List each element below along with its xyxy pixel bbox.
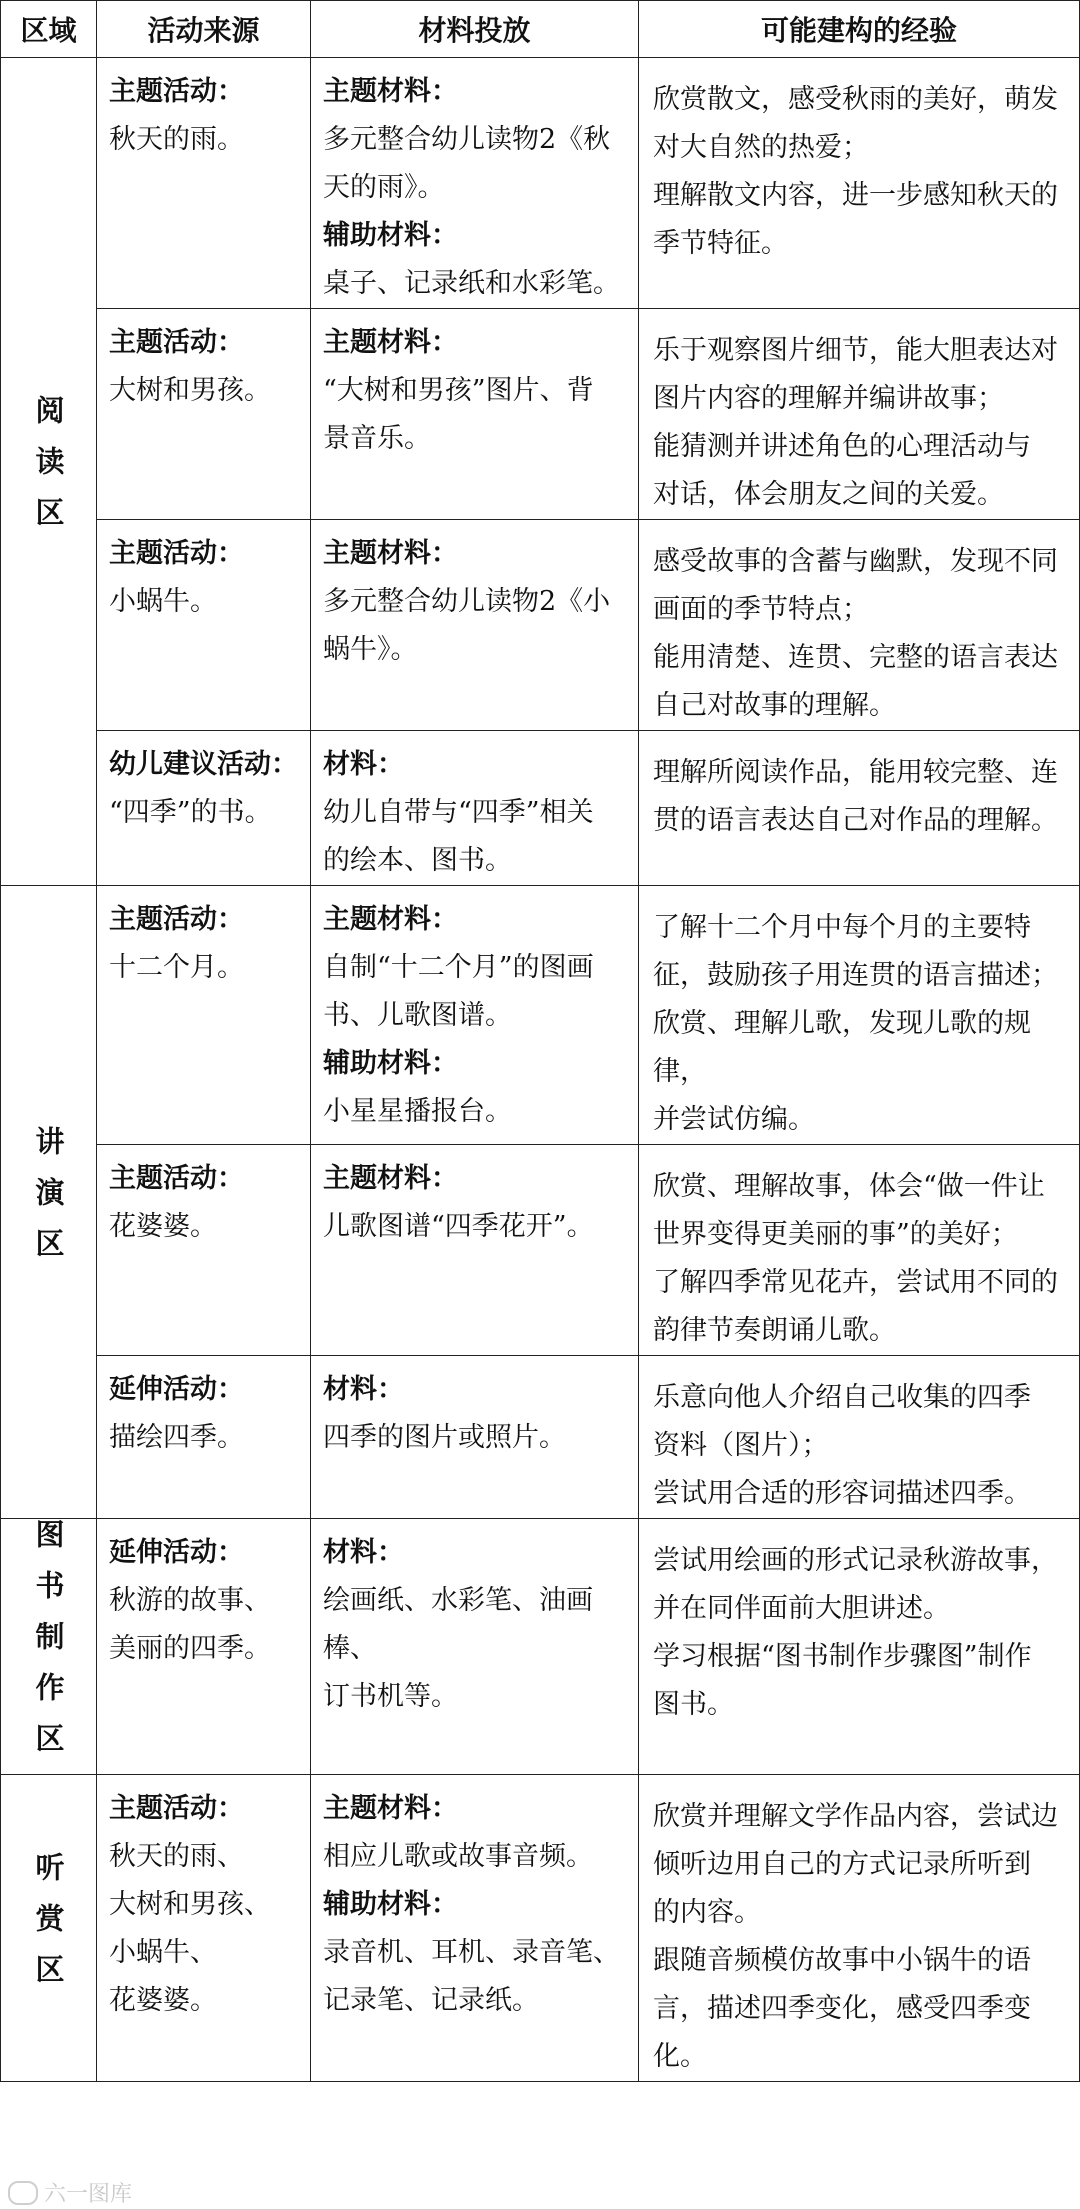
region-name-text: 图书制作区 [31, 1519, 66, 1774]
materials-text: 四季的图片或照片。 [323, 1422, 566, 1453]
experience-text: 能猜测并讲述角色的心理活动与 [653, 431, 1031, 462]
experience-text: 理解所阅读作品，能用较完整、连 [653, 757, 1058, 788]
table-row [1, 309, 1080, 520]
table-row [1, 58, 1080, 309]
source-label: 延伸活动： [109, 1374, 244, 1405]
experience-cell [639, 1775, 1080, 2082]
materials-text: 书、儿歌图谱。 [323, 1000, 512, 1031]
source-text: 秋天的雨、 [109, 1841, 244, 1872]
region-cell [1, 58, 97, 886]
materials-text: 相应儿歌或故事音频。 [323, 1841, 593, 1872]
materials-text: 订书机等。 [323, 1681, 458, 1712]
experience-text: 图片内容的理解并编讲故事； [653, 383, 1004, 414]
materials-label: 主题材料： [323, 76, 458, 107]
experience-text: 了解四季常见花卉，尝试用不同的 [653, 1267, 1058, 1298]
materials-label: 主题材料： [323, 327, 458, 358]
materials-label: 主题材料： [323, 1793, 458, 1824]
experience-text: 的内容。 [653, 1897, 761, 1928]
source-cell [97, 520, 311, 731]
experience-cell [639, 58, 1080, 309]
experience-text: 对话，体会朋友之间的关爱。 [653, 479, 1004, 510]
experience-text: 理解散文内容，进一步感知秋天的 [653, 180, 1058, 211]
source-label: 幼儿建议活动： [109, 749, 298, 780]
watermark [8, 2177, 132, 2208]
experience-text: 并尝试仿编。 [653, 1104, 815, 1135]
source-label: 主题活动： [109, 1163, 244, 1194]
experience-cell [639, 731, 1080, 886]
materials-cell [311, 520, 639, 731]
experience-text: 韵律节奏朗诵儿歌。 [653, 1315, 896, 1346]
source-label: 主题活动： [109, 327, 244, 358]
source-text: 十二个月。 [109, 952, 244, 983]
source-text: 美丽的四季。 [109, 1633, 271, 1664]
materials-cell [311, 309, 639, 520]
region-name [1, 1519, 96, 1774]
materials-text: 幼儿自带与“四季”相关 [323, 797, 594, 828]
source-label: 主题活动： [109, 76, 244, 107]
header-experience: 可能建构的经验 [639, 1, 1080, 58]
materials-text: 绘画纸、水彩笔、油画棒、 [323, 1585, 593, 1664]
source-cell [97, 1519, 311, 1775]
materials-text: 儿歌图谱“四季花开”。 [323, 1211, 594, 1242]
region-cell [1, 886, 97, 1519]
experience-text: 学习根据“图书制作步骤图”制作 [653, 1641, 1032, 1672]
materials-text: 记录笔、记录纸。 [323, 1985, 539, 2016]
experience-text: 画面的季节特点； [653, 594, 869, 625]
materials-label: 主题材料： [323, 904, 458, 935]
materials-text: “大树和男孩”图片、背 [323, 375, 594, 406]
experience-text: 能用清楚、连贯、完整的语言表达 [653, 642, 1058, 673]
region-cell [1, 1519, 97, 1775]
source-text: 花婆婆。 [109, 1211, 217, 1242]
experience-text: 欣赏、理解故事，体会“做一件让 [653, 1171, 1045, 1202]
experience-cell [639, 1145, 1080, 1356]
experience-text: 贯的语言表达自己对作品的理解。 [653, 805, 1058, 836]
experience-text: 感受故事的含蓄与幽默，发现不同 [653, 546, 1058, 577]
source-label: 主题活动： [109, 1793, 244, 1824]
materials-cell [311, 1519, 639, 1775]
experience-text: 征，鼓励孩子用连贯的语言描述； [653, 960, 1058, 991]
table-body [1, 58, 1080, 2082]
experience-cell [639, 886, 1080, 1145]
source-text: 大树和男孩、 [109, 1889, 271, 1920]
source-cell [97, 309, 311, 520]
materials-text: 多元整合幼儿读物2《秋 [323, 124, 611, 155]
experience-text: 乐意向他人介绍自己收集的四季 [653, 1382, 1031, 1413]
materials-label: 主题材料： [323, 1163, 458, 1194]
materials-cell [311, 1145, 639, 1356]
source-cell [97, 1775, 311, 2082]
experience-text: 言，描述四季变化，感受四季变化。 [653, 1993, 1031, 2072]
experience-text: 自己对故事的理解。 [653, 690, 896, 721]
experience-cell [639, 1519, 1080, 1775]
table-row [1, 520, 1080, 731]
source-cell [97, 1145, 311, 1356]
materials-cell [311, 886, 639, 1145]
region-name [1, 1126, 96, 1279]
materials-label: 材料： [323, 1537, 404, 1568]
experience-text: 乐于观察图片细节，能大胆表达对 [653, 335, 1058, 366]
source-text: 小蜗牛、 [109, 1937, 217, 1968]
source-text: 描绘四季。 [109, 1422, 244, 1453]
experience-text: 尝试用合适的形容词描述四季。 [653, 1478, 1031, 1509]
experience-text: 倾听边用自己的方式记录所听到 [653, 1849, 1031, 1880]
materials-text: 录音机、耳机、录音笔、 [323, 1937, 620, 1968]
experience-text: 跟随音频模仿故事中小锅牛的语 [653, 1945, 1031, 1976]
experience-text: 季节特征。 [653, 228, 788, 259]
region-name-text: 听赏区 [31, 1851, 66, 2005]
experience-text: 尝试用绘画的形式记录秋游故事， [653, 1545, 1058, 1576]
materials-label: 辅助材料： [323, 220, 458, 251]
source-text: 小蜗牛。 [109, 586, 217, 617]
experience-text: 图书。 [653, 1689, 734, 1720]
source-label: 延伸活动： [109, 1537, 244, 1568]
materials-text: 天的雨》。 [323, 172, 445, 203]
region-name-text: 讲演区 [31, 1125, 66, 1279]
source-cell [97, 58, 311, 309]
materials-text: 多元整合幼儿读物2《小 [323, 586, 611, 617]
materials-text: 小星星播报台。 [323, 1096, 512, 1127]
experience-text: 对大自然的热爱； [653, 132, 869, 163]
region-name [1, 1852, 96, 2005]
materials-cell [311, 58, 639, 309]
materials-label: 材料： [323, 1374, 404, 1405]
materials-cell [311, 731, 639, 886]
header-materials: 材料投放 [311, 1, 639, 58]
materials-cell [311, 1356, 639, 1519]
table-row [1, 1145, 1080, 1356]
materials-label: 主题材料： [323, 538, 458, 569]
materials-text: 蜗牛》。 [323, 634, 418, 665]
materials-label: 材料： [323, 749, 404, 780]
materials-cell [311, 1775, 639, 2082]
materials-label: 辅助材料： [323, 1048, 458, 1079]
experience-cell [639, 520, 1080, 731]
materials-text: 桌子、记录纸和水彩笔。 [323, 268, 620, 299]
region-name [1, 395, 96, 548]
watermark-logo-icon [8, 2181, 38, 2205]
header-source: 活动来源 [97, 1, 311, 58]
source-label: 主题活动： [109, 904, 244, 935]
table-row [1, 1775, 1080, 2082]
table-row [1, 886, 1080, 1145]
source-text: 秋天的雨。 [109, 124, 244, 155]
source-text: 大树和男孩。 [109, 375, 271, 406]
materials-text: 自制“十二个月”的图画 [323, 952, 594, 983]
experience-cell [639, 309, 1080, 520]
table-row [1, 1356, 1080, 1519]
region-cell [1, 1775, 97, 2082]
source-cell [97, 731, 311, 886]
experience-text: 了解十二个月中每个月的主要特 [653, 912, 1031, 943]
experience-text: 资料（图片）； [653, 1430, 829, 1461]
experience-text: 欣赏、理解儿歌，发现儿歌的规律， [653, 1008, 1031, 1087]
source-label: 主题活动： [109, 538, 244, 569]
source-text: 花婆婆。 [109, 1985, 217, 2016]
header-region: 区域 [1, 1, 97, 58]
watermark-text: 六一图库 [44, 2182, 133, 2207]
experience-text: 欣赏并理解文学作品内容，尝试边 [653, 1801, 1058, 1832]
header-row [1, 1, 1080, 58]
source-cell [97, 886, 311, 1145]
materials-label: 辅助材料： [323, 1889, 458, 1920]
materials-text: 景音乐。 [323, 423, 431, 454]
experience-cell [639, 1356, 1080, 1519]
materials-text: 的绘本、图书。 [323, 845, 512, 876]
source-cell [97, 1356, 311, 1519]
experience-text: 并在同伴面前大胆讲述。 [653, 1593, 950, 1624]
table-row [1, 1519, 1080, 1775]
experience-text: 欣赏散文，感受秋雨的美好，萌发 [653, 84, 1058, 115]
experience-text: 世界变得更美丽的事”的美好； [653, 1219, 1018, 1250]
table-row [1, 731, 1080, 886]
region-name-text: 阅读区 [31, 395, 66, 548]
source-text: “四季”的书。 [109, 797, 272, 828]
source-text: 秋游的故事、 [109, 1585, 271, 1616]
